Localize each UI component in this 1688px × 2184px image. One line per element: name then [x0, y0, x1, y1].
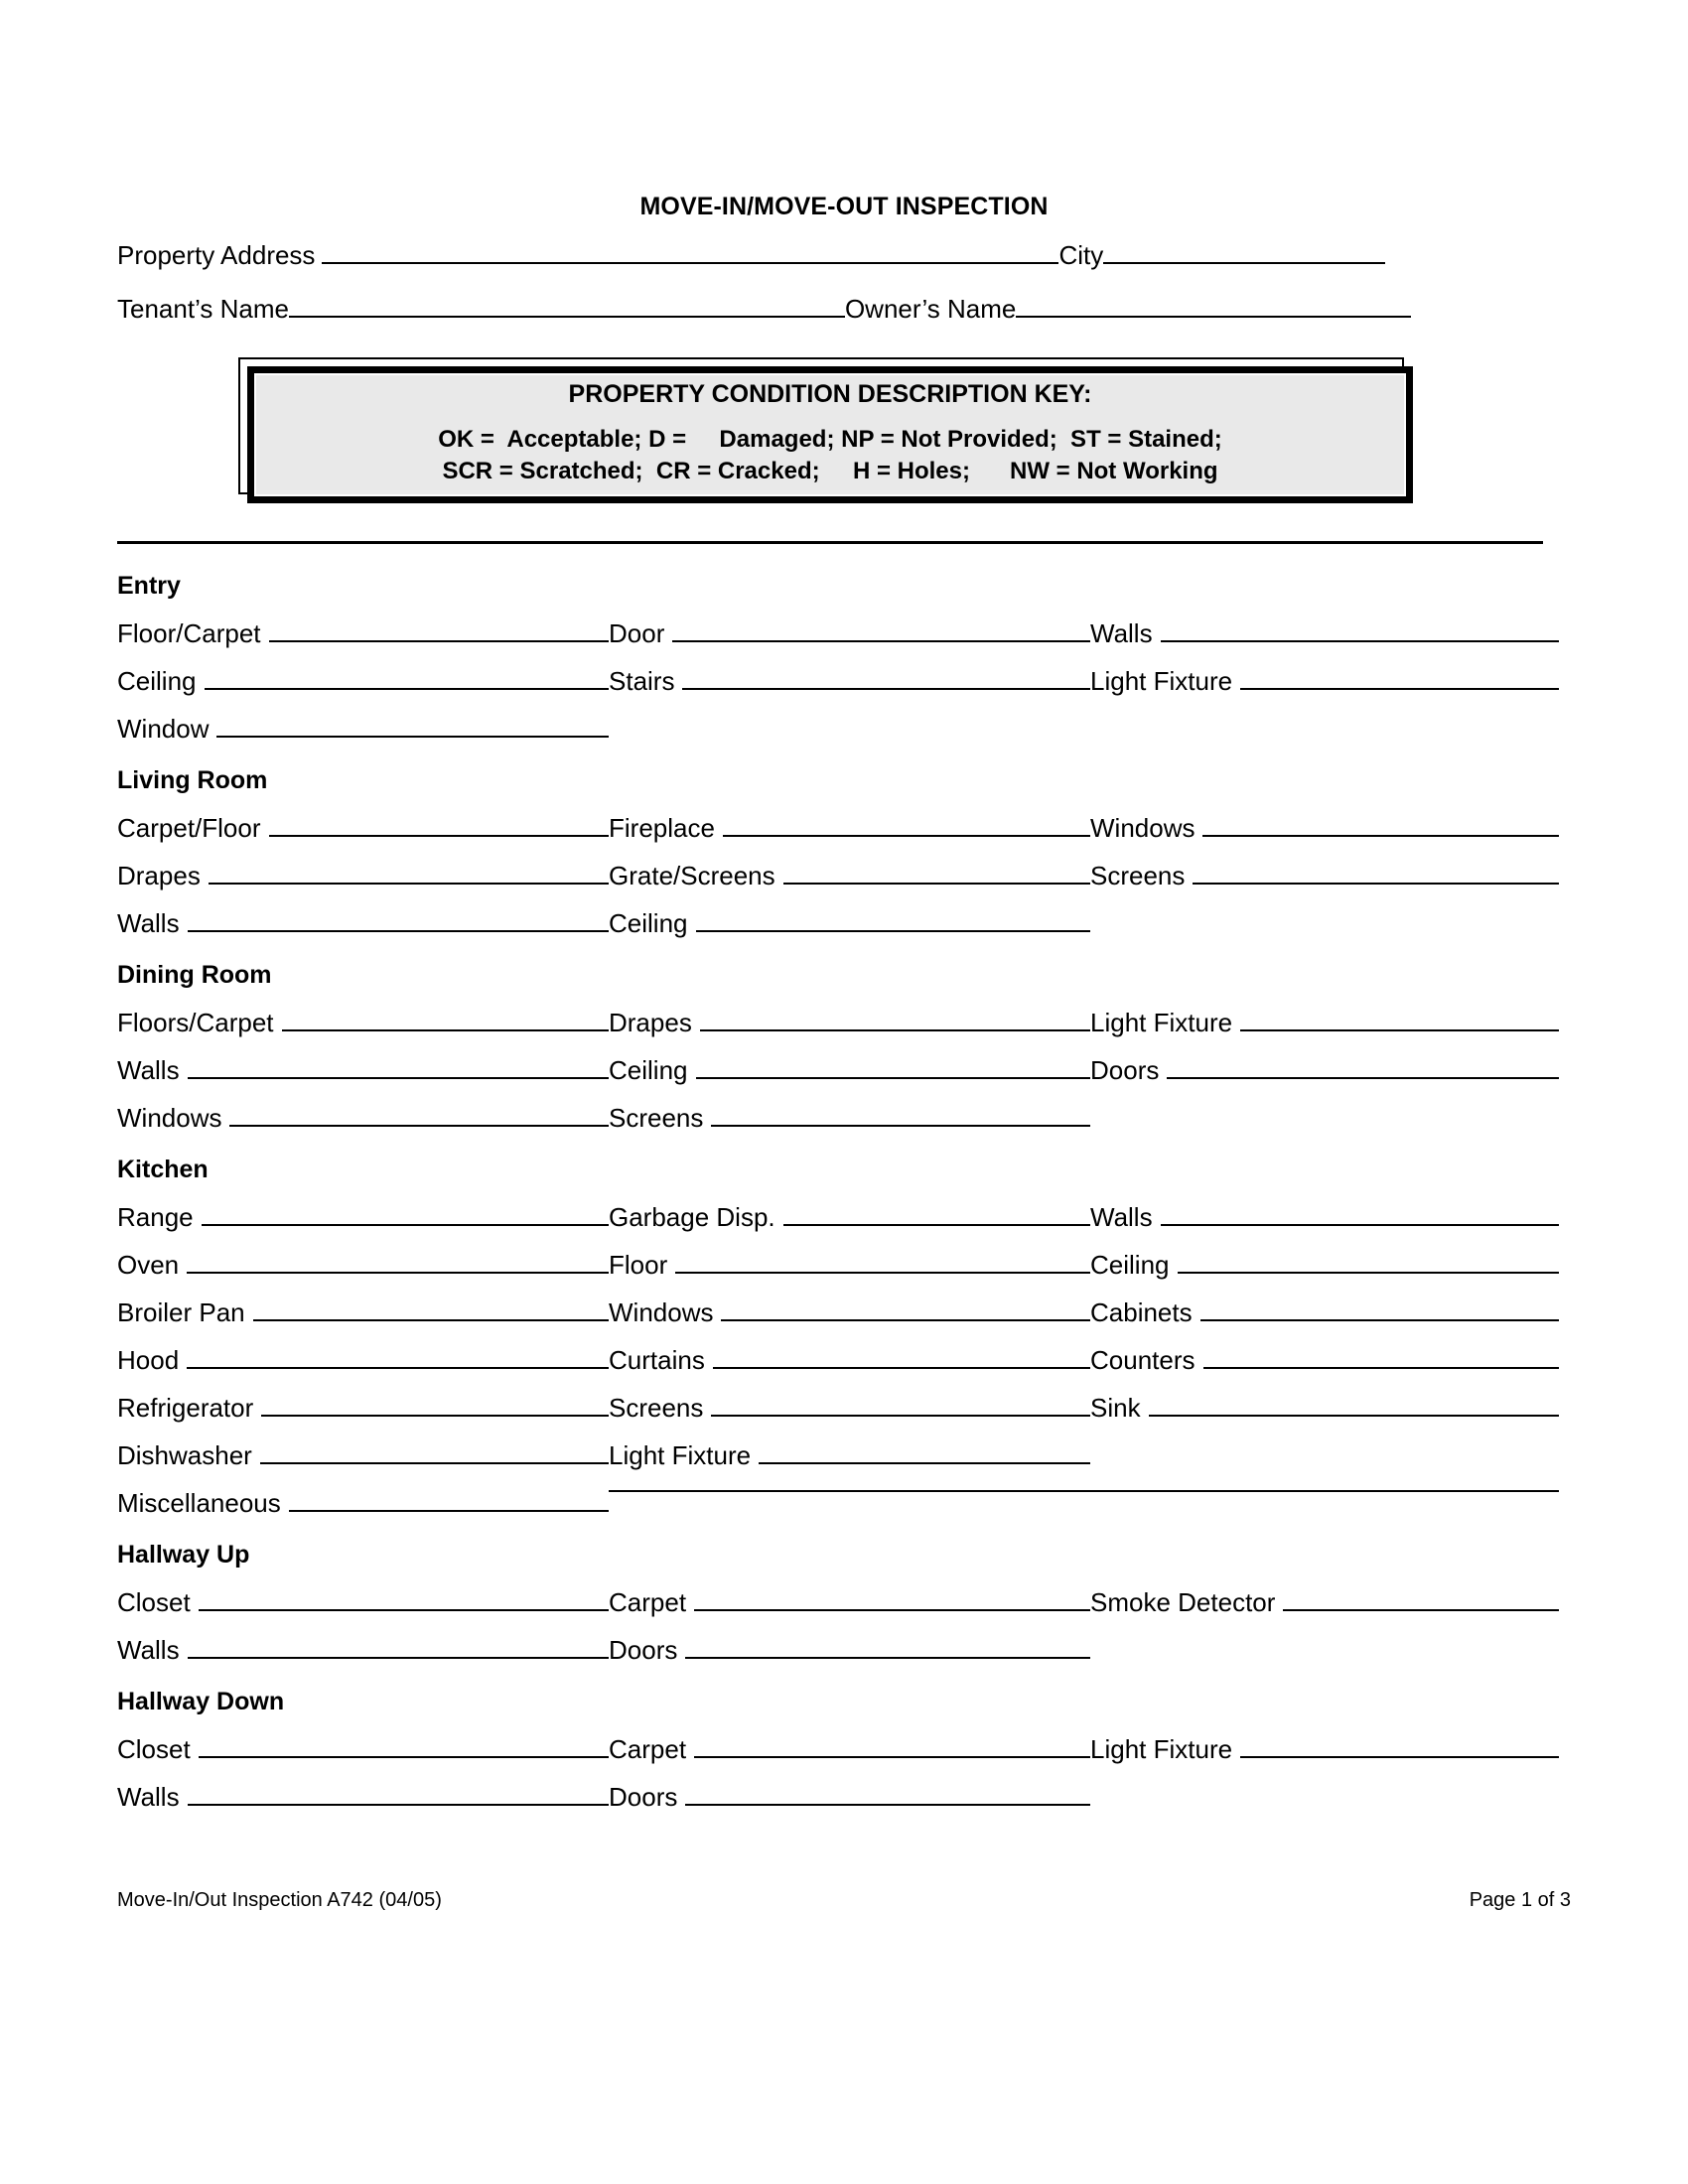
field-light-fixture[interactable] — [609, 1442, 1090, 1468]
field-dishwasher[interactable] — [117, 1442, 609, 1468]
field-input-line[interactable] — [1178, 1272, 1560, 1274]
field-label: Window — [117, 714, 210, 744]
field-input-line[interactable] — [1240, 1029, 1559, 1031]
field-floors-carpet[interactable] — [117, 1010, 609, 1035]
field-row — [117, 1736, 1571, 1762]
field-input-line[interactable] — [711, 1415, 1090, 1417]
field-label: Windows — [1090, 813, 1196, 843]
field-label: Cabinets — [1090, 1297, 1193, 1327]
field-light-fixture[interactable] — [1090, 1736, 1559, 1762]
field-input-line[interactable] — [685, 1804, 1090, 1806]
field-row — [117, 668, 1571, 694]
field-input-line[interactable] — [696, 1077, 1091, 1079]
field-input-line[interactable] — [1161, 640, 1559, 642]
field-input-line[interactable] — [685, 1657, 1090, 1659]
field-miscellaneous[interactable] — [117, 1490, 609, 1516]
section-kitchen — [117, 1158, 1571, 1516]
field-label: Light Fixture — [609, 1440, 752, 1470]
field-light-fixture[interactable] — [1090, 1010, 1559, 1035]
field-ceiling[interactable] — [1090, 1252, 1559, 1278]
field-grate-screens[interactable] — [609, 863, 1090, 888]
field-input-line[interactable] — [187, 1272, 609, 1274]
field-row — [117, 1347, 1571, 1373]
field-curtains[interactable] — [609, 1347, 1090, 1373]
page-number-text: Page 1 of 3 — [1469, 1889, 1571, 1911]
field-label: Screens — [1090, 861, 1186, 890]
field-label: Ceiling — [609, 1055, 688, 1085]
field-label: Sink — [1090, 1393, 1141, 1423]
field-door[interactable] — [609, 620, 1090, 646]
field-row — [117, 863, 1571, 888]
field-input-line[interactable] — [713, 1367, 1090, 1369]
field-walls[interactable] — [117, 1784, 609, 1810]
field-doors[interactable] — [1090, 1057, 1559, 1083]
field-input-line[interactable] — [289, 1510, 609, 1512]
page-title: MOVE-IN/MOVE-OUT INSPECTION — [639, 193, 1049, 220]
field-broiler-pan[interactable] — [117, 1299, 609, 1325]
field-input-line[interactable] — [711, 1125, 1090, 1127]
field-counters[interactable] — [1090, 1347, 1559, 1373]
field-label: Range — [117, 1202, 194, 1232]
field-fireplace[interactable] — [609, 815, 1090, 841]
field-label: Light Fixture — [1090, 1008, 1233, 1037]
key-title: PROPERTY CONDITION DESCRIPTION KEY: — [568, 379, 1092, 408]
field-doors[interactable] — [609, 1784, 1090, 1810]
field-walls[interactable] — [1090, 1204, 1559, 1230]
field-label: Ceiling — [1090, 1250, 1170, 1280]
field-input-line[interactable] — [188, 930, 609, 932]
field-label: Dishwasher — [117, 1440, 252, 1470]
field-input-line[interactable] — [694, 1609, 1090, 1611]
property-condition-key-box — [238, 357, 1404, 494]
field-windows[interactable] — [609, 1299, 1090, 1325]
field-input-line[interactable] — [675, 1272, 1090, 1274]
field-label: Oven — [117, 1250, 180, 1280]
inspection-sections — [117, 574, 1571, 1810]
field-blank[interactable] — [609, 1490, 1090, 1516]
field-windows[interactable] — [1090, 815, 1559, 841]
section-title: Hallway Up — [117, 1541, 250, 1569]
property-address-input[interactable] — [322, 262, 1058, 264]
field-label: Windows — [117, 1103, 222, 1133]
city-input[interactable] — [1103, 262, 1385, 264]
field-row — [117, 1490, 1571, 1516]
field-walls[interactable] — [117, 1057, 609, 1083]
section-entry — [117, 574, 1571, 742]
tenant-name-input[interactable] — [289, 316, 845, 318]
field-drapes[interactable] — [117, 863, 609, 888]
field-label: Garbage Disp. — [609, 1202, 775, 1232]
field-label: Counters — [1090, 1345, 1196, 1375]
field-input-line[interactable] — [187, 1367, 609, 1369]
field-smoke-detector[interactable] — [1090, 1589, 1559, 1615]
city-label: City — [1058, 240, 1104, 270]
field-floor[interactable] — [609, 1252, 1090, 1278]
field-input-line[interactable] — [188, 1804, 609, 1806]
field-input-line[interactable] — [269, 640, 610, 642]
field-label: Screens — [609, 1103, 704, 1133]
field-input-line[interactable] — [1203, 1367, 1560, 1369]
field-label: Light Fixture — [1090, 666, 1233, 696]
field-ceiling[interactable] — [609, 910, 1090, 936]
field-row — [117, 1589, 1571, 1615]
field-label: Drapes — [117, 861, 201, 890]
field-cabinets[interactable] — [1090, 1299, 1559, 1325]
tenant-owner-row — [117, 296, 1571, 322]
field-light-fixture[interactable] — [1090, 668, 1559, 694]
field-row — [117, 620, 1571, 646]
section-title: Entry — [117, 572, 181, 600]
field-range[interactable] — [117, 1204, 609, 1230]
field-label: Drapes — [609, 1008, 692, 1037]
field-closet[interactable] — [117, 1589, 609, 1615]
field-input-line[interactable] — [269, 835, 610, 837]
header-divider — [117, 541, 1543, 544]
field-label: Stairs — [609, 666, 675, 696]
field-input-line[interactable] — [188, 1657, 609, 1659]
property-address-row — [117, 242, 1571, 268]
section-title: Dining Room — [117, 961, 272, 989]
field-input-line[interactable] — [260, 1462, 609, 1464]
field-label: Floor/Carpet — [117, 618, 261, 648]
field-garbage-disp[interactable] — [609, 1204, 1090, 1230]
field-drapes[interactable] — [609, 1010, 1090, 1035]
property-address-label: Property Address — [117, 240, 316, 270]
field-row — [117, 1784, 1571, 1810]
field-label: Doors — [609, 1635, 678, 1665]
field-label: Ceiling — [609, 908, 688, 938]
field-label: Walls — [117, 1055, 180, 1085]
field-input-line[interactable] — [1283, 1609, 1559, 1611]
field-windows[interactable] — [117, 1105, 609, 1131]
form-id-text: Move-In/Out Inspection A742 (04/05) — [117, 1889, 442, 1911]
field-label: Door — [609, 618, 665, 648]
field-input-line[interactable] — [783, 883, 1090, 885]
field-stairs[interactable] — [609, 668, 1090, 694]
field-label: Walls — [117, 1635, 180, 1665]
field-row — [117, 1442, 1571, 1468]
field-screens[interactable] — [609, 1395, 1090, 1421]
field-label: Ceiling — [117, 666, 197, 696]
field-input-line[interactable] — [202, 1224, 609, 1226]
field-sink[interactable] — [1090, 1395, 1559, 1421]
section-dining-room — [117, 963, 1571, 1131]
field-input-line[interactable] — [759, 1462, 1090, 1464]
field-ceiling[interactable] — [609, 1057, 1090, 1083]
tenant-name-label: Tenant’s Name — [117, 294, 289, 324]
field-input-line[interactable] — [199, 1609, 609, 1611]
field-input-line[interactable] — [696, 930, 1091, 932]
field-label: Floor — [609, 1250, 668, 1280]
field-input-line[interactable] — [216, 736, 609, 738]
field-input-line[interactable] — [721, 1319, 1090, 1321]
field-input-line[interactable] — [1149, 1415, 1559, 1417]
field-input-line[interactable] — [694, 1756, 1090, 1758]
field-walls[interactable] — [117, 1637, 609, 1663]
section-title: Hallway Down — [117, 1688, 285, 1715]
field-input-line[interactable] — [253, 1319, 609, 1321]
field-input-line[interactable] — [209, 883, 609, 885]
field-input-line[interactable] — [1240, 1756, 1559, 1758]
field-row — [117, 815, 1571, 841]
field-input-line[interactable] — [700, 1029, 1090, 1031]
field-input-line[interactable] — [1240, 688, 1559, 690]
field-floor-carpet[interactable] — [117, 620, 609, 646]
field-label: Fireplace — [609, 813, 715, 843]
field-input-line[interactable] — [1090, 1490, 1559, 1492]
field-label: Screens — [609, 1393, 704, 1423]
field-row — [117, 1204, 1571, 1230]
field-input-line[interactable] — [261, 1415, 609, 1417]
field-row — [117, 1395, 1571, 1421]
field-window[interactable] — [117, 716, 609, 742]
field-input-line[interactable] — [682, 688, 1090, 690]
field-label: Doors — [1090, 1055, 1160, 1085]
field-screens[interactable] — [609, 1105, 1090, 1131]
field-hood[interactable] — [117, 1347, 609, 1373]
key-box-shadow-frame — [247, 366, 1413, 503]
field-label: Walls — [1090, 1202, 1153, 1232]
section-title: Kitchen — [117, 1156, 209, 1183]
key-box-inner — [254, 373, 1406, 496]
field-doors[interactable] — [609, 1637, 1090, 1663]
field-row — [117, 1105, 1571, 1131]
section-hallway-up — [117, 1543, 1571, 1663]
section-living-room — [117, 768, 1571, 936]
field-walls[interactable] — [117, 910, 609, 936]
field-input-line[interactable] — [609, 1490, 1090, 1492]
key-legend-line-1: OK = Acceptable; D = Damaged; NP = Not Provided; ST = Stained; — [438, 425, 1222, 453]
field-label: Miscellaneous — [117, 1488, 281, 1518]
field-input-line[interactable] — [723, 835, 1090, 837]
field-input-line[interactable] — [1200, 1319, 1559, 1321]
field-label: Carpet/Floor — [117, 813, 261, 843]
field-label: Doors — [609, 1782, 678, 1812]
field-label: Smoke Detector — [1090, 1587, 1276, 1617]
field-input-line[interactable] — [205, 688, 610, 690]
owner-name-label: Owner’s Name — [844, 294, 1017, 324]
field-label: Refrigerator — [117, 1393, 254, 1423]
field-input-line[interactable] — [783, 1224, 1090, 1226]
field-blank[interactable] — [1090, 1490, 1559, 1516]
field-label: Walls — [1090, 618, 1153, 648]
field-input-line[interactable] — [229, 1125, 609, 1127]
field-input-line[interactable] — [199, 1756, 609, 1758]
field-input-line[interactable] — [1161, 1224, 1559, 1226]
field-label: Walls — [117, 908, 180, 938]
field-label: Grate/Screens — [609, 861, 775, 890]
field-carpet[interactable] — [609, 1589, 1090, 1615]
field-input-line[interactable] — [282, 1029, 610, 1031]
field-row — [117, 1057, 1571, 1083]
key-legend-line-2: SCR = Scratched; CR = Cracked; H = Holes; NW = Not Working — [442, 458, 1218, 484]
field-label: Curtains — [609, 1345, 705, 1375]
field-label: Walls — [117, 1782, 180, 1812]
field-carpet-floor[interactable] — [117, 815, 609, 841]
field-input-line[interactable] — [672, 640, 1090, 642]
field-label: Light Fixture — [1090, 1734, 1233, 1764]
field-label: Closet — [117, 1587, 191, 1617]
field-input-line[interactable] — [1167, 1077, 1559, 1079]
field-refrigerator[interactable] — [117, 1395, 609, 1421]
field-closet[interactable] — [117, 1736, 609, 1762]
field-screens[interactable] — [1090, 863, 1559, 888]
field-label: Floors/Carpet — [117, 1008, 274, 1037]
field-label: Carpet — [609, 1587, 687, 1617]
field-row — [117, 1252, 1571, 1278]
field-row — [117, 1637, 1571, 1663]
field-row — [117, 1299, 1571, 1325]
field-ceiling[interactable] — [117, 668, 609, 694]
page-footer — [117, 1890, 1571, 1910]
field-input-line[interactable] — [188, 1077, 609, 1079]
field-input-line[interactable] — [1193, 883, 1559, 885]
section-hallway-down — [117, 1690, 1571, 1810]
owner-name-input[interactable] — [1016, 316, 1411, 318]
section-title: Living Room — [117, 766, 268, 794]
field-row — [117, 910, 1571, 936]
field-label: Carpet — [609, 1734, 687, 1764]
field-walls[interactable] — [1090, 620, 1559, 646]
field-row — [117, 716, 1571, 742]
field-label: Broiler Pan — [117, 1297, 245, 1327]
field-carpet[interactable] — [609, 1736, 1090, 1762]
field-label: Windows — [609, 1297, 714, 1327]
field-label: Hood — [117, 1345, 180, 1375]
field-label: Closet — [117, 1734, 191, 1764]
field-oven[interactable] — [117, 1252, 609, 1278]
field-input-line[interactable] — [1202, 835, 1559, 837]
field-row — [117, 1010, 1571, 1035]
